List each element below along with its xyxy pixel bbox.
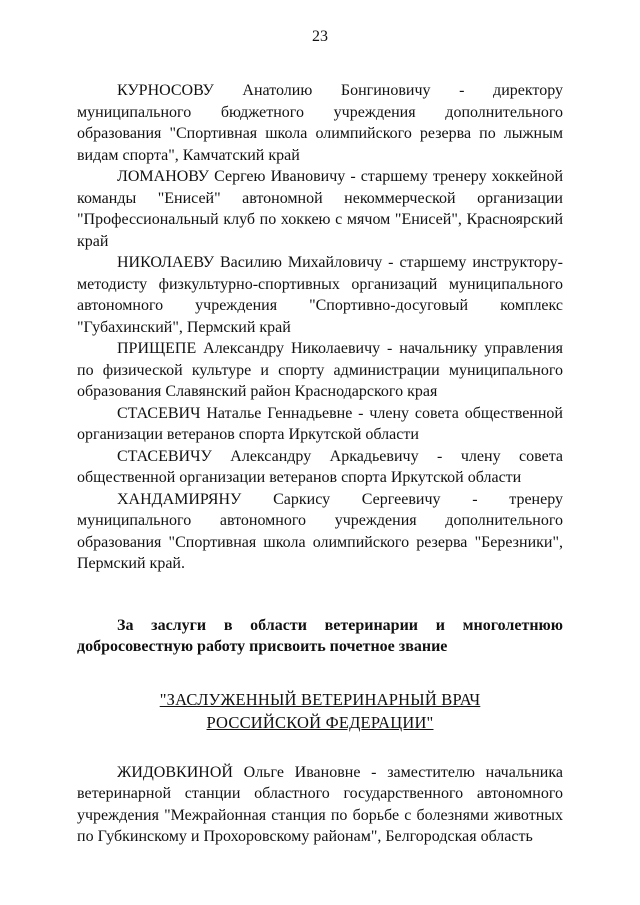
entry-nikolaev: НИКОЛАЕВУ Василию Михайловичу - старшему инструктору-методисту физкультурно-спортивных организаций муниципального автономного учреждения "Спортивно-досуговый комплекс "Губахинский", Пермский край (77, 254, 563, 336)
award-title-line-2: РОССИЙСКОЙ ФЕДЕРАЦИИ" (206, 712, 434, 732)
entry-zhidovkina: ЖИДОВКИНОЙ Ольге Ивановне - заместителю начальника ветеринарной станции областного государственного автономного учреждения "Межрайонная станция по борьбе с болезнями животных по Губкинскому и Прохоровскому районам", Белгородская область (77, 763, 563, 845)
entry-khandamiryan: ХАНДАМИРЯНУ Саркису Сергеевичу - тренеру муниципального автономного учреждения дополнительного образования "Спортивная школа олимпийского резерва "Березники", Пермский край. (77, 490, 563, 572)
document-body (77, 80, 563, 848)
entry-stasevich-alexander: СТАСЕВИЧУ Александру Аркадьевичу - члену совета общественной организации ветеранов спорта Иркутской области (77, 447, 563, 486)
section-heading: За заслуги в области ветеринарии и многолетнюю добросовестную работу присвоить почетное звание (77, 616, 563, 655)
award-title-line-1: "ЗАСЛУЖЕННЫЙ ВЕТЕРИНАРНЫЙ ВРАЧ (159, 689, 481, 709)
spacer (77, 575, 563, 615)
spacer (77, 658, 563, 688)
entry-prishchepa: ПРИЩЕПЕ Александру Николаевичу - начальнику управления по физической культуре и спорту администрации муниципального образования Славянский район Краснодарского края (77, 340, 563, 400)
entry-lomanov: ЛОМАНОВУ Сергею Ивановичу - старшему тренеру хоккейной команды "Енисей" автономной некоммерческой организации "Профессиональный клуб по хоккею с мячом "Енисей", Красноярский край (77, 168, 563, 250)
spacer (77, 734, 563, 762)
entry-stasevich-natalia: СТАСЕВИЧ Наталье Геннадьевне - члену совета общественной организации ветеранов спорта Иркутской области (77, 404, 563, 443)
page-number: 23 (312, 28, 328, 45)
entry-kurnosov: КУРНОСОВУ Анатолию Бонгиновичу - директору муниципального бюджетного учреждения дополнительного образования "Спортивная школа олимпийского резерва по лыжным видам спорта", Камчатский край (77, 82, 563, 164)
